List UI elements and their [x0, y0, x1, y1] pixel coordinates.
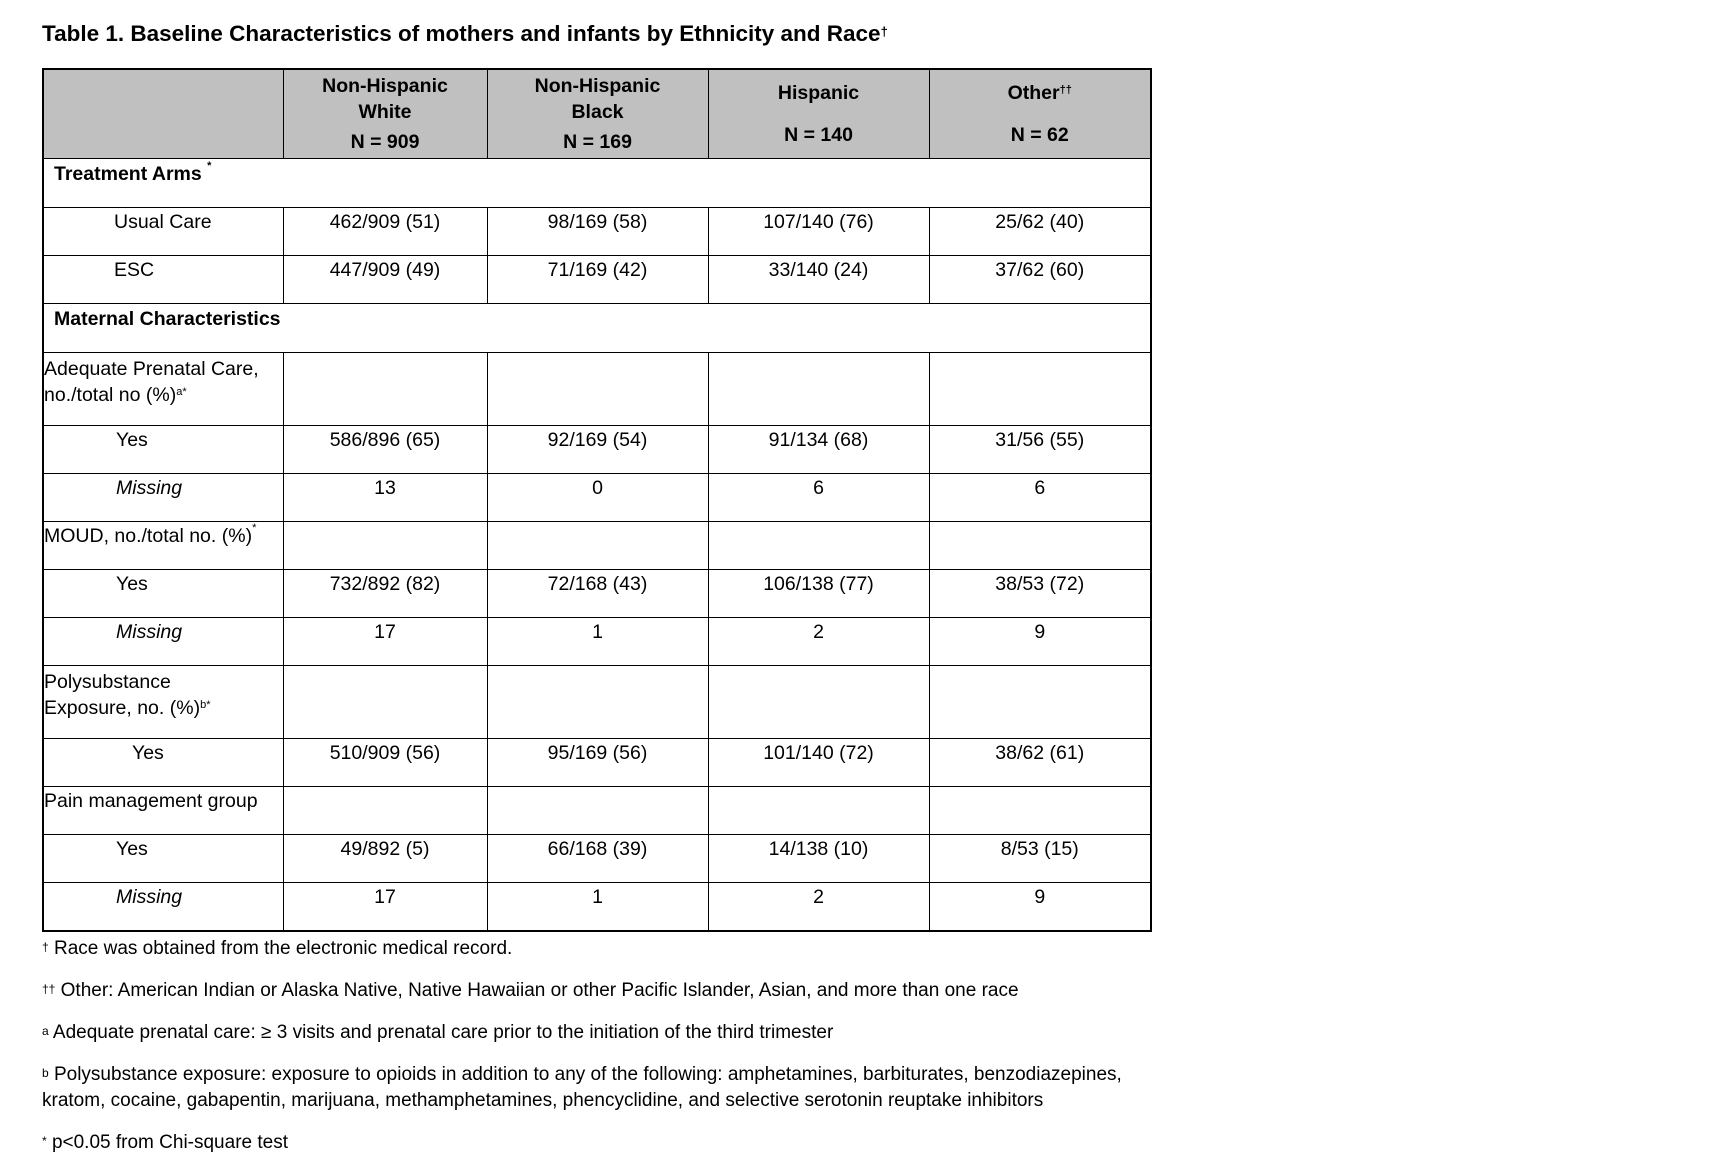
header-empty-cell	[43, 69, 283, 159]
table-row-pain-missing: Missing 17 1 2 9	[43, 883, 1151, 932]
footnote-prenatal: $^a$ Adequate prenatal care: ≥ 3 visits and prenatal care prior to the initiation of the third trimester	[42, 1022, 834, 1043]
row-label: Usual Care	[43, 208, 283, 256]
footnote-race: † Race was obtained from the electronic medical record.	[42, 938, 513, 959]
row-label: Yes	[43, 835, 283, 883]
section-label: Treatment Arms	[54, 163, 202, 185]
row-label: Polysubstance Exposure, no. (%)$^{b*}$	[43, 666, 283, 739]
row-label: Yes	[43, 739, 283, 787]
row-label: Yes	[43, 570, 283, 618]
header-hispanic: Hispanic N = 140	[708, 69, 929, 159]
document-page	[42, 20, 1142, 1172]
header-non-hispanic-black: Non-Hispanic Black N = 169	[487, 69, 708, 159]
table-title-text: Table 1. Baseline Characteristics of mothers and infants by Ethnicity and Race	[42, 21, 881, 46]
table-row-usual-care: Usual Care 462/909 (51) 98/169 (58) 107/140 (76) 25/62 (40)	[43, 208, 1151, 256]
table-row-poly-yes: Yes 510/909 (56) 95/169 (56) 101/140 (72) 38/62 (61)	[43, 739, 1151, 787]
table-row-pain-yes: Yes 49/892 (5) 66/168 (39) 14/138 (10) 8/53 (15)	[43, 835, 1151, 883]
footnotes	[42, 936, 1142, 1156]
table-row-prenatal-yes: Yes 586/896 (65) 92/169 (54) 91/134 (68) 31/56 (55)	[43, 426, 1151, 474]
table-title	[42, 20, 1142, 48]
header-n: N = 62	[1010, 124, 1069, 146]
table-title-mark: †	[880, 24, 888, 39]
table-row-pain-header	[43, 787, 1151, 835]
row-label: Missing	[43, 883, 283, 932]
header-n: N = 140	[784, 124, 853, 146]
footnote-significance: * p<0.05 from Chi-square test	[42, 1132, 288, 1153]
footnote-other: †† Other: American Indian or Alaska Native, Native Hawaiian or other Pacific Islander, Asian, and more than one race	[42, 980, 1019, 1001]
table-row-moud-yes: Yes 732/892 (82) 72/168 (43) 106/138 (77) 38/53 (72)	[43, 570, 1151, 618]
table-header-row	[43, 69, 1151, 159]
header-other: Other†† N = 62	[929, 69, 1151, 159]
header-n: N = 169	[563, 131, 632, 153]
table-row-poly-header	[43, 666, 1151, 739]
row-label: Missing	[43, 618, 283, 666]
row-label: Yes	[43, 426, 283, 474]
row-label: Missing	[43, 474, 283, 522]
section-label: Maternal Characteristics	[43, 304, 1151, 353]
table-row-moud-header	[43, 522, 1151, 570]
header-non-hispanic-white: Non-Hispanic White N = 909	[283, 69, 487, 159]
row-label: Pain management group	[43, 787, 283, 835]
table-row-prenatal-missing: Missing 13 0 6 6	[43, 474, 1151, 522]
table-row-prenatal-header	[43, 353, 1151, 426]
row-label: MOUD, no./total no. (%)*	[43, 522, 283, 570]
row-label: ESC	[43, 256, 283, 304]
section-maternal-characteristics	[43, 304, 1151, 353]
row-label: Adequate Prenatal Care, no./total no (%)$^{a*}$	[43, 353, 283, 426]
baseline-characteristics-table	[42, 68, 1152, 932]
table-row-esc: ESC 447/909 (49) 71/169 (42) 33/140 (24) 37/62 (60)	[43, 256, 1151, 304]
header-n: N = 909	[350, 131, 420, 153]
footnote-polysubstance: $^b$ Polysubstance exposure: exposure to opioids in addition to any of the following: amphetamines, barbiturates, benzodiazepines, kratom, cocaine, gabapentin, marijuana, methamphetamines, phencyclidine, and selective serotonin reuptake inhibitors	[42, 1064, 1122, 1111]
table-row-moud-missing: Missing 17 1 2 9	[43, 618, 1151, 666]
section-treatment-arms: Treatment Arms *	[43, 159, 1151, 208]
